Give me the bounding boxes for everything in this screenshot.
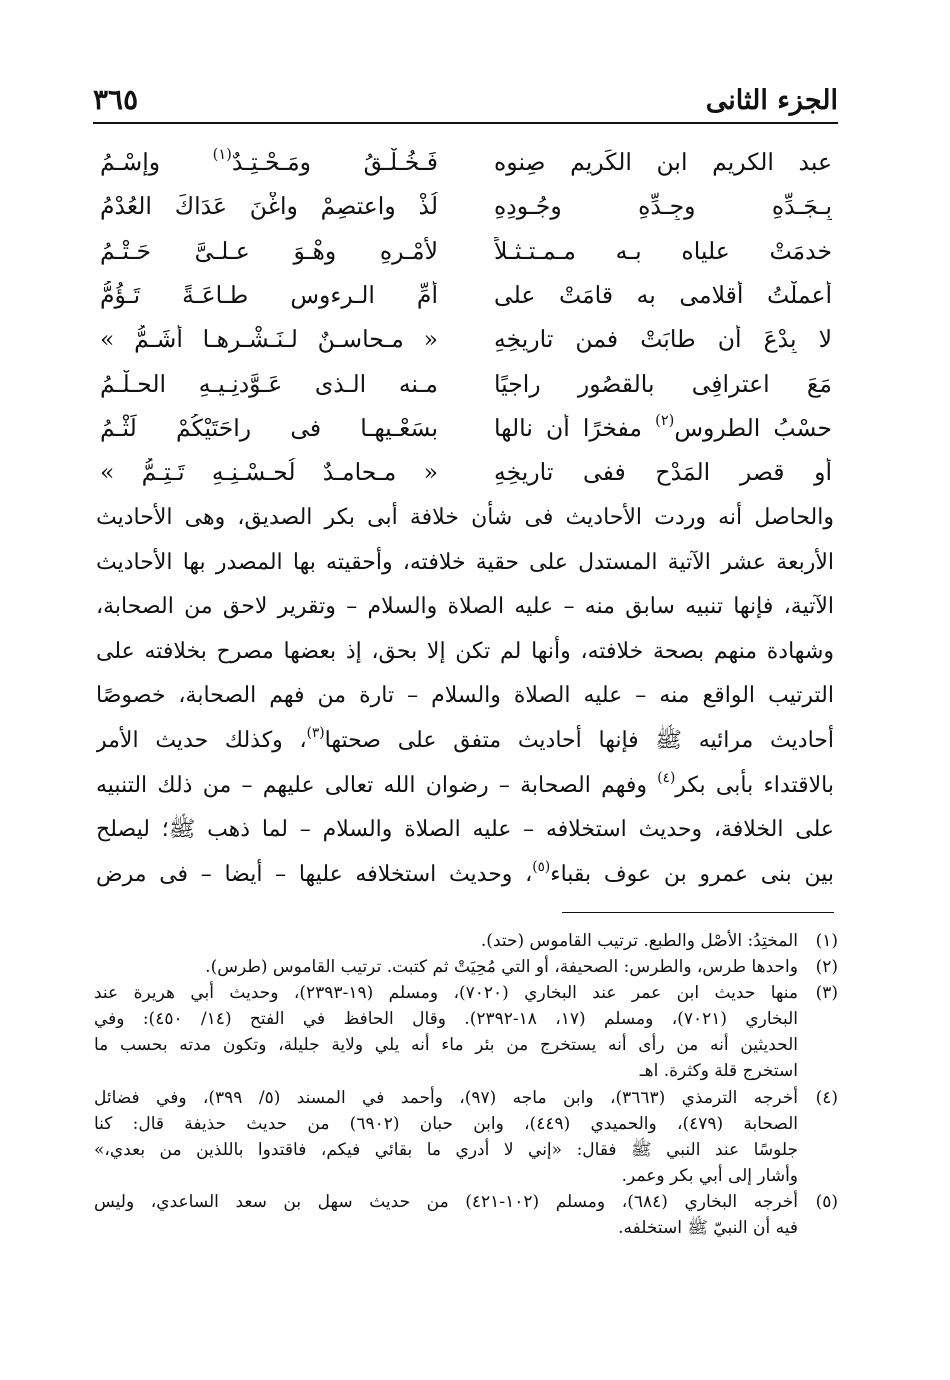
footnote-line: استخرج قلة وكثرة. اهـ	[639, 1061, 798, 1082]
verse-first-hemistich: مَعَ اعترافِى بالقصُورِ راجيًا	[494, 369, 832, 398]
paragraph-line: والحاصل أنه وردت الأحاديث فى شأن خلافة أبى بكر الصديق، وهى الأحاديث	[96, 505, 834, 530]
poem	[100, 140, 832, 494]
poem-verse-row	[100, 361, 832, 405]
paragraph-line: وشهادة منهم بصحة خلافته، وأنها لم تكن إلا بحق، إذ بعضها مصرح بخلافته على	[96, 638, 834, 664]
paragraph-line: على الخلافة، وحديث استخلافه – عليه الصلاة والسلام – لما ذهب ﷺ؛ ليصلح	[96, 817, 834, 843]
footnote-ref: (١)	[212, 148, 232, 164]
verse-first-hemistich: أعملْتُ أقلامى به قامَتْ على	[494, 281, 832, 310]
paragraph-line: الأربعة عشر الآتية المستدل على حقية خلافته، وأحقيته بها المصدر بها الأحاديث	[96, 549, 834, 575]
poem-verse-row	[100, 450, 832, 494]
footnote	[94, 928, 838, 954]
verse-second-hemistich: بسَعْـيهـا فى راحَتَيْكُمْ لَثْـمُ	[100, 413, 438, 442]
paragraph-line: بالاقتداء بأبى بكر$^{(٤)}$ وفهم الصحابة – رضوان الله تعالى عليهم – من ذلك التنبيه	[96, 769, 834, 798]
poem-verse-row	[100, 184, 832, 228]
footnote-number: (٢)	[815, 957, 838, 978]
footnote-ref: (٢)	[655, 413, 675, 429]
verse-second-hemistich: لُذْ واعتصِمْ واغْنَ عَدَاكَ العُدْمُ	[100, 192, 438, 221]
header-rule	[93, 122, 838, 124]
verse-second-hemistich: لأمْـرِهِ وهْـوَ عـلـىَّ حَـتْـمُ	[100, 236, 438, 265]
poem-verse-row	[100, 406, 832, 450]
footnote	[94, 1085, 838, 1189]
verse-second-hemistich: « مـحاسـنٌ لـنَـشْـرِهـا أشَـمُّ »	[100, 325, 438, 354]
page-number: ٣٦٥	[93, 83, 139, 116]
page-header	[93, 74, 838, 116]
poem-verse-row	[100, 317, 832, 361]
footnote-line: أخرجه البخاري (٦٨٤)، ومسلم (١٠٢-٤٢١) من حديث سهل بن سعد الساعدي، وليس	[94, 1191, 798, 1212]
footnote	[94, 1189, 838, 1241]
footnote-number: (٥)	[815, 1191, 838, 1212]
verse-first-hemistich: أو قصر المَدْحِ ففى تاريخِهِ	[494, 458, 832, 487]
footnote-line: المختِدُ: الأصْل والطبع. ترتيب القاموس (حتد).	[480, 931, 798, 951]
footnote-line: جلوسًا عند النبي ﷺ فقال: «إني لا أدري ما بقائي فيكم، فاقتدوا باللذين من بعدي،»	[94, 1139, 798, 1160]
footnotes	[94, 928, 838, 1241]
footnote-line: الصحابة (٤٧٩)، والحميدي (٤٤٩)، وابن حبان (٦٩٠٢) من حديث حذيفة قال: كنا	[94, 1113, 798, 1134]
poem-verse-row	[100, 229, 832, 273]
verse-first-hemistich: بِـجَـدِّهِ وجِـدِّهِ وجُـودِهِ	[494, 192, 832, 221]
footnote-line: وأشار إلى أبي بكر وعمر.	[621, 1165, 798, 1186]
footnote-ref: (٤)	[657, 769, 676, 786]
footnote-line: منها حديث ابن عمر عند البخاري (٧٠٢٠)، ومسلم (١٩-٢٣٩٣)، وحديث أبي هريرة عند	[94, 983, 798, 1004]
paragraph-line: الآتية، فإنها تنبيه سابق منه – عليه الصلاة والسلام – وتقرير لاحق من الصحابة،	[96, 594, 834, 620]
footnote-ref: (٣)	[306, 724, 325, 741]
verse-second-hemistich: مـنه الـذى عَـوَّدنِـيـهِ الحـلْـمُ	[100, 369, 438, 398]
footnote-line: البخاري (٧٠٢١)، ومسلم (١٧، ١٨-٢٣٩٢). وقال الحافظ في الفتح (١٤/ ٤٥٠): وفي	[94, 1009, 798, 1030]
poem-verse-row	[100, 140, 832, 184]
footnote-separator	[562, 912, 834, 913]
footnote-number: (١)	[815, 931, 838, 951]
verse-first-hemistich: خدمَتْ علياه بـه مـمـتـثـلاً	[494, 236, 832, 265]
verse-second-hemistich: « مـحامـدٌ لُحـسْـنِـهِ تَـتِـمُّ »	[100, 458, 438, 487]
paragraph-line: أحاديث مرائيه ﷺ فإنها أحاديث متفق على صحتها$^{(٣)}$، وكذلك حديث الأمر	[96, 724, 834, 753]
verse-second-hemistich: فَـخُـلْـقُ ومَـحْـتِـدٌ$^{(١)}$ وإسْـمُ	[100, 148, 438, 177]
verse-first-hemistich: عبد الكريم ابن الكَريم صِنوه	[494, 148, 832, 177]
verse-first-hemistich: لا بِدْعَ أن طابَتْ فمن تاريخِهِ	[494, 325, 832, 354]
paragraph-line: الترتيب الواقع منه – عليه الصلاة والسلام – تارة من فهم الصحابة، خصوصًا	[96, 683, 834, 709]
verse-second-hemistich: أُمِّ الـرءوسِ طـاعَـةً تَـؤُمُّ	[100, 281, 438, 310]
footnote-line: الحديثين أنه من رأى أنه يستخرج من بئر ماء أنه يلي ولاية جليلة، وتكون مدته بحسب ما	[94, 1035, 798, 1056]
footnote-line: أخرجه الترمذي (٣٦٦٣)، وابن ماجه (٩٧)، وأحمد في المسند (٥/ ٣٩٩)، وفي فضائل	[94, 1087, 798, 1108]
verse-first-hemistich: حسْبُ الطروسِ$^{(٢)}$ مفخرًا أن نالها	[494, 413, 832, 442]
footnote-ref: (٥)	[532, 858, 551, 875]
footnote	[94, 954, 838, 980]
footnote-line: فيه أن النبيّ ﷺ استخلفه.	[618, 1218, 798, 1239]
footnote-number: (٤)	[815, 1087, 838, 1108]
footnote-line: واحدها طرس، والطرس: الصحيفة، أو التي مُحِيَتْ ثم كتبت. ترتيب القاموس (طرس).	[205, 957, 798, 978]
poem-verse-row	[100, 273, 832, 317]
running-title: الجزء الثانى	[705, 85, 838, 116]
body-paragraph	[96, 496, 834, 897]
footnote-number: (٣)	[815, 983, 838, 1004]
footnote	[94, 980, 838, 1084]
paragraph-line: بين بنى عمرو بن عوف بقباء$^{(٥)}$، وحديث استخلافه عليها – أيضا – فى مرض	[96, 858, 834, 887]
